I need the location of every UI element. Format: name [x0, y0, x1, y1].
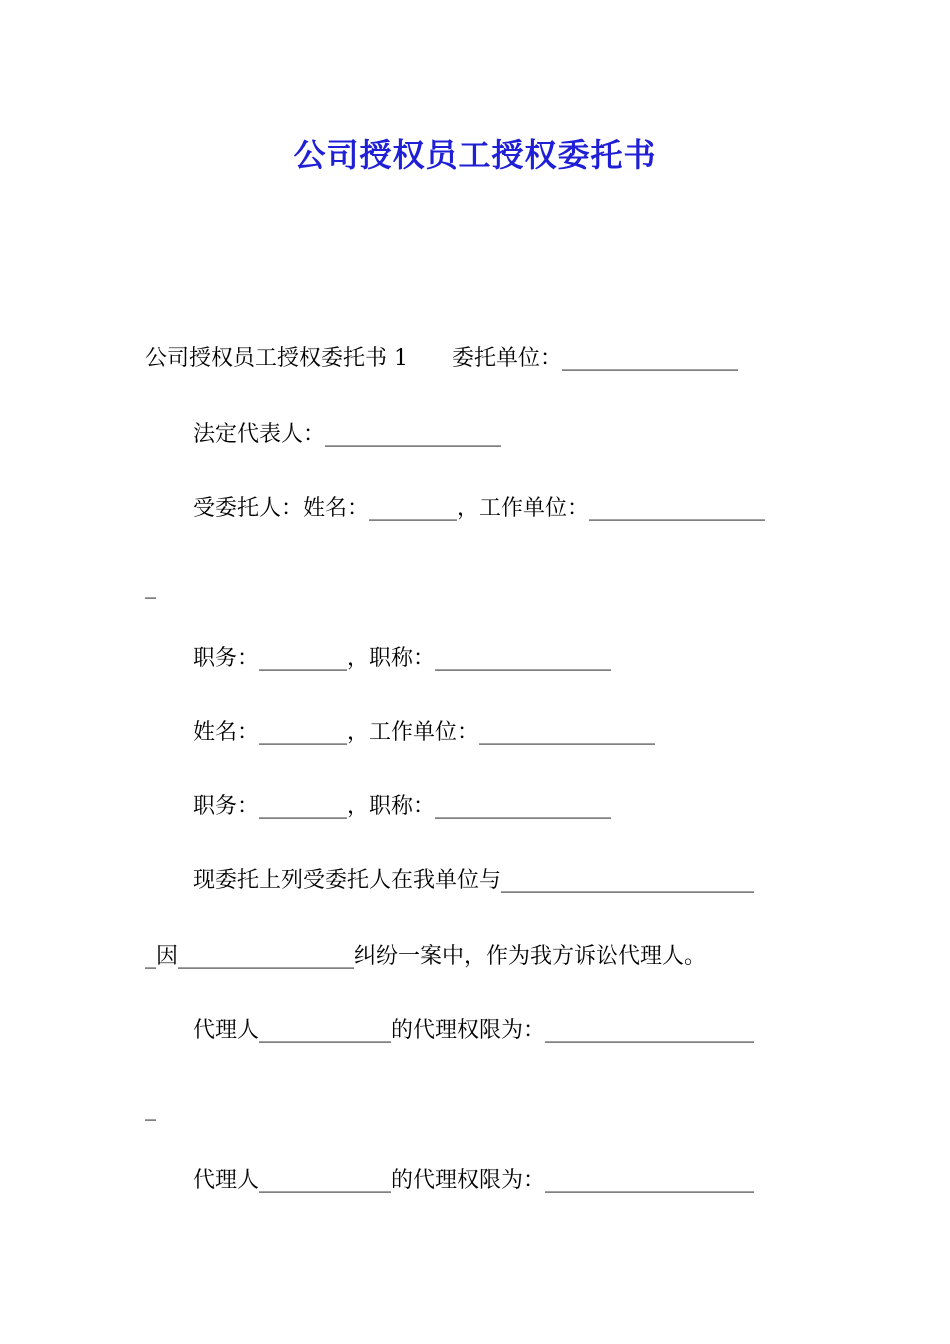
- paragraph-line: 职务：________，职称：________________: [193, 794, 612, 819]
- paragraph-line: _: [145, 1096, 156, 1121]
- document-title: 公司授权员工授权委托书: [293, 136, 657, 174]
- paragraph-line: 代理人____________的代理权限为：___________________: [193, 1168, 755, 1193]
- paragraph-line: _因________________纠纷一案中，作为我方诉讼代理人。: [145, 944, 707, 969]
- paragraph-line: _: [145, 574, 156, 599]
- paragraph-line: 法定代表人：________________: [193, 422, 502, 447]
- paragraph-line: 公司授权员工授权委托书 1 委托单位：________________: [145, 346, 738, 371]
- paragraph-line: 职务：________，职称：________________: [193, 646, 612, 671]
- paragraph-line: 代理人____________的代理权限为：___________________: [193, 1018, 755, 1043]
- paragraph-line: 姓名：________，工作单位：________________: [193, 720, 656, 745]
- paragraph-line: 现委托上列受委托人在我单位与_______________________: [193, 868, 755, 893]
- paragraph-line: 受委托人：姓名：________，工作单位：________________: [193, 496, 766, 521]
